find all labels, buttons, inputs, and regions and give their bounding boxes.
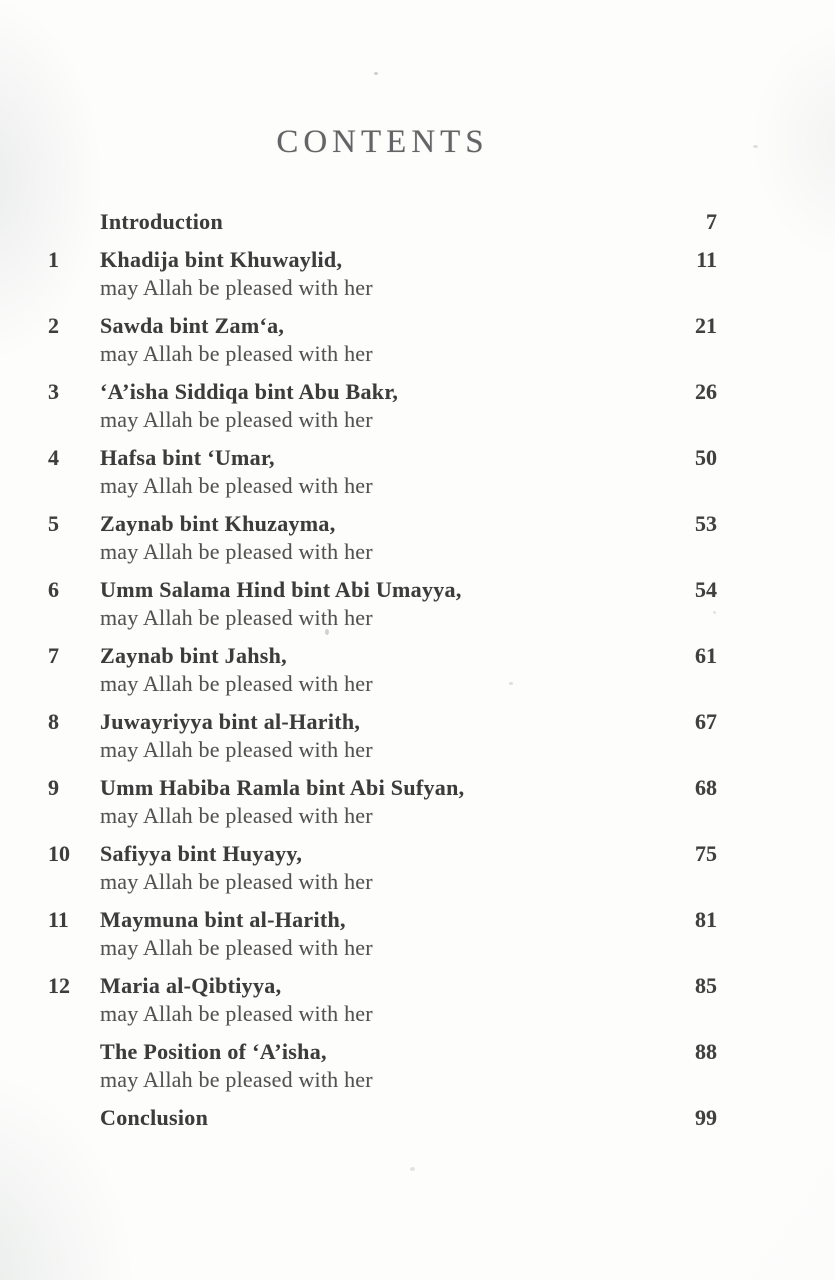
entry-subtitle: may Allah be pleased with her <box>100 275 373 300</box>
scan-speck <box>410 1167 415 1171</box>
entry-subtitle: may Allah be pleased with her <box>100 539 373 564</box>
scan-speck <box>374 72 378 75</box>
chapter-number: 6 <box>48 577 59 602</box>
chapter-number: 11 <box>48 907 69 932</box>
entry-page-number: 67 <box>695 709 717 734</box>
entry-text <box>100 774 677 830</box>
entry-title: Umm Habiba Ramla bint Abi Sufyan, <box>100 775 465 800</box>
entry-subtitle: may Allah be pleased with her <box>100 1001 373 1026</box>
entry-text <box>100 906 677 962</box>
entry-subtitle: may Allah be pleased with her <box>100 341 373 366</box>
toc-row <box>48 510 717 566</box>
chapter-number: 5 <box>48 511 59 536</box>
toc-row <box>48 208 717 236</box>
chapter-number: 9 <box>48 775 59 800</box>
entry-text <box>100 576 677 632</box>
entry-title: Sawda bint Zam‘a, <box>100 313 285 338</box>
entry-title: Khadija bint Khuwaylid, <box>100 247 343 272</box>
chapter-number: 10 <box>48 841 70 866</box>
entry-title: Introduction <box>100 209 223 234</box>
entry-title: Safiyya bint Huyayy, <box>100 841 303 866</box>
entry-page-number: 53 <box>695 511 717 536</box>
entry-page-number: 11 <box>696 247 717 272</box>
entry-text <box>100 1104 677 1132</box>
toc-row <box>48 576 717 632</box>
entry-text <box>100 208 677 236</box>
entry-page-number: 61 <box>695 643 717 668</box>
toc-row <box>48 312 717 368</box>
entry-text <box>100 708 677 764</box>
toc-row <box>48 1104 717 1132</box>
entry-page-number: 54 <box>695 577 717 602</box>
entry-title: ‘A’isha Siddiqa bint Abu Bakr, <box>100 379 399 404</box>
entry-text <box>100 444 677 500</box>
toc-row <box>48 774 717 830</box>
entry-page-number: 99 <box>695 1105 717 1130</box>
page-title: CONTENTS <box>276 124 489 160</box>
entry-subtitle: may Allah be pleased with her <box>100 407 373 432</box>
toc-row <box>48 1038 717 1094</box>
scan-speck <box>325 629 329 635</box>
chapter-number: 3 <box>48 379 59 404</box>
entry-title: Hafsa bint ‘Umar, <box>100 445 275 470</box>
toc-row <box>48 708 717 764</box>
entry-text <box>100 312 677 368</box>
entry-title: Umm Salama Hind bint Abi Umayya, <box>100 577 462 602</box>
scan-speck <box>713 611 716 614</box>
entry-text <box>100 510 677 566</box>
entry-text <box>100 840 677 896</box>
entry-page-number: 68 <box>695 775 717 800</box>
toc-row <box>48 972 717 1028</box>
chapter-number: 4 <box>48 445 59 470</box>
entry-title: The Position of ‘A’isha, <box>100 1039 327 1064</box>
entry-page-number: 81 <box>695 907 717 932</box>
entry-page-number: 21 <box>695 313 717 338</box>
entry-page-number: 7 <box>706 209 717 234</box>
toc-row <box>48 906 717 962</box>
entry-page-number: 26 <box>695 379 717 404</box>
chapter-number: 8 <box>48 709 59 734</box>
scan-speck <box>509 682 513 685</box>
entry-page-number: 75 <box>695 841 717 866</box>
entry-subtitle: may Allah be pleased with her <box>100 671 373 696</box>
entry-subtitle: may Allah be pleased with her <box>100 935 373 960</box>
entry-title: Maria al-Qibtiyya, <box>100 973 282 998</box>
entry-title: Juwayriyya bint al-Harith, <box>100 709 361 734</box>
entry-subtitle: may Allah be pleased with her <box>100 869 373 894</box>
entry-text <box>100 972 677 1028</box>
chapter-number: 2 <box>48 313 59 338</box>
entry-page-number: 85 <box>695 973 717 998</box>
toc-row <box>48 642 717 698</box>
toc-row <box>48 378 717 434</box>
entry-title: Zaynab bint Jahsh, <box>100 643 287 668</box>
entry-text <box>100 642 677 698</box>
entry-subtitle: may Allah be pleased with her <box>100 737 373 762</box>
table-of-contents <box>0 208 835 1132</box>
entry-title: Zaynab bint Khuzayma, <box>100 511 336 536</box>
chapter-number: 12 <box>48 973 70 998</box>
entry-text <box>100 1038 677 1094</box>
chapter-number: 7 <box>48 643 59 668</box>
entry-title: Conclusion <box>100 1105 209 1130</box>
toc-row <box>48 444 717 500</box>
entry-subtitle: may Allah be pleased with her <box>100 1067 373 1092</box>
entry-subtitle: may Allah be pleased with her <box>100 473 373 498</box>
scan-speck <box>753 145 758 148</box>
toc-row <box>48 840 717 896</box>
entry-title: Maymuna bint al-Harith, <box>100 907 346 932</box>
entry-subtitle: may Allah be pleased with her <box>100 803 373 828</box>
entry-text <box>100 378 677 434</box>
entry-page-number: 88 <box>695 1039 717 1064</box>
toc-row <box>48 246 717 302</box>
chapter-number: 1 <box>48 247 59 272</box>
entry-subtitle: may Allah be pleased with her <box>100 605 373 630</box>
entry-text <box>100 246 677 302</box>
entry-page-number: 50 <box>695 445 717 470</box>
